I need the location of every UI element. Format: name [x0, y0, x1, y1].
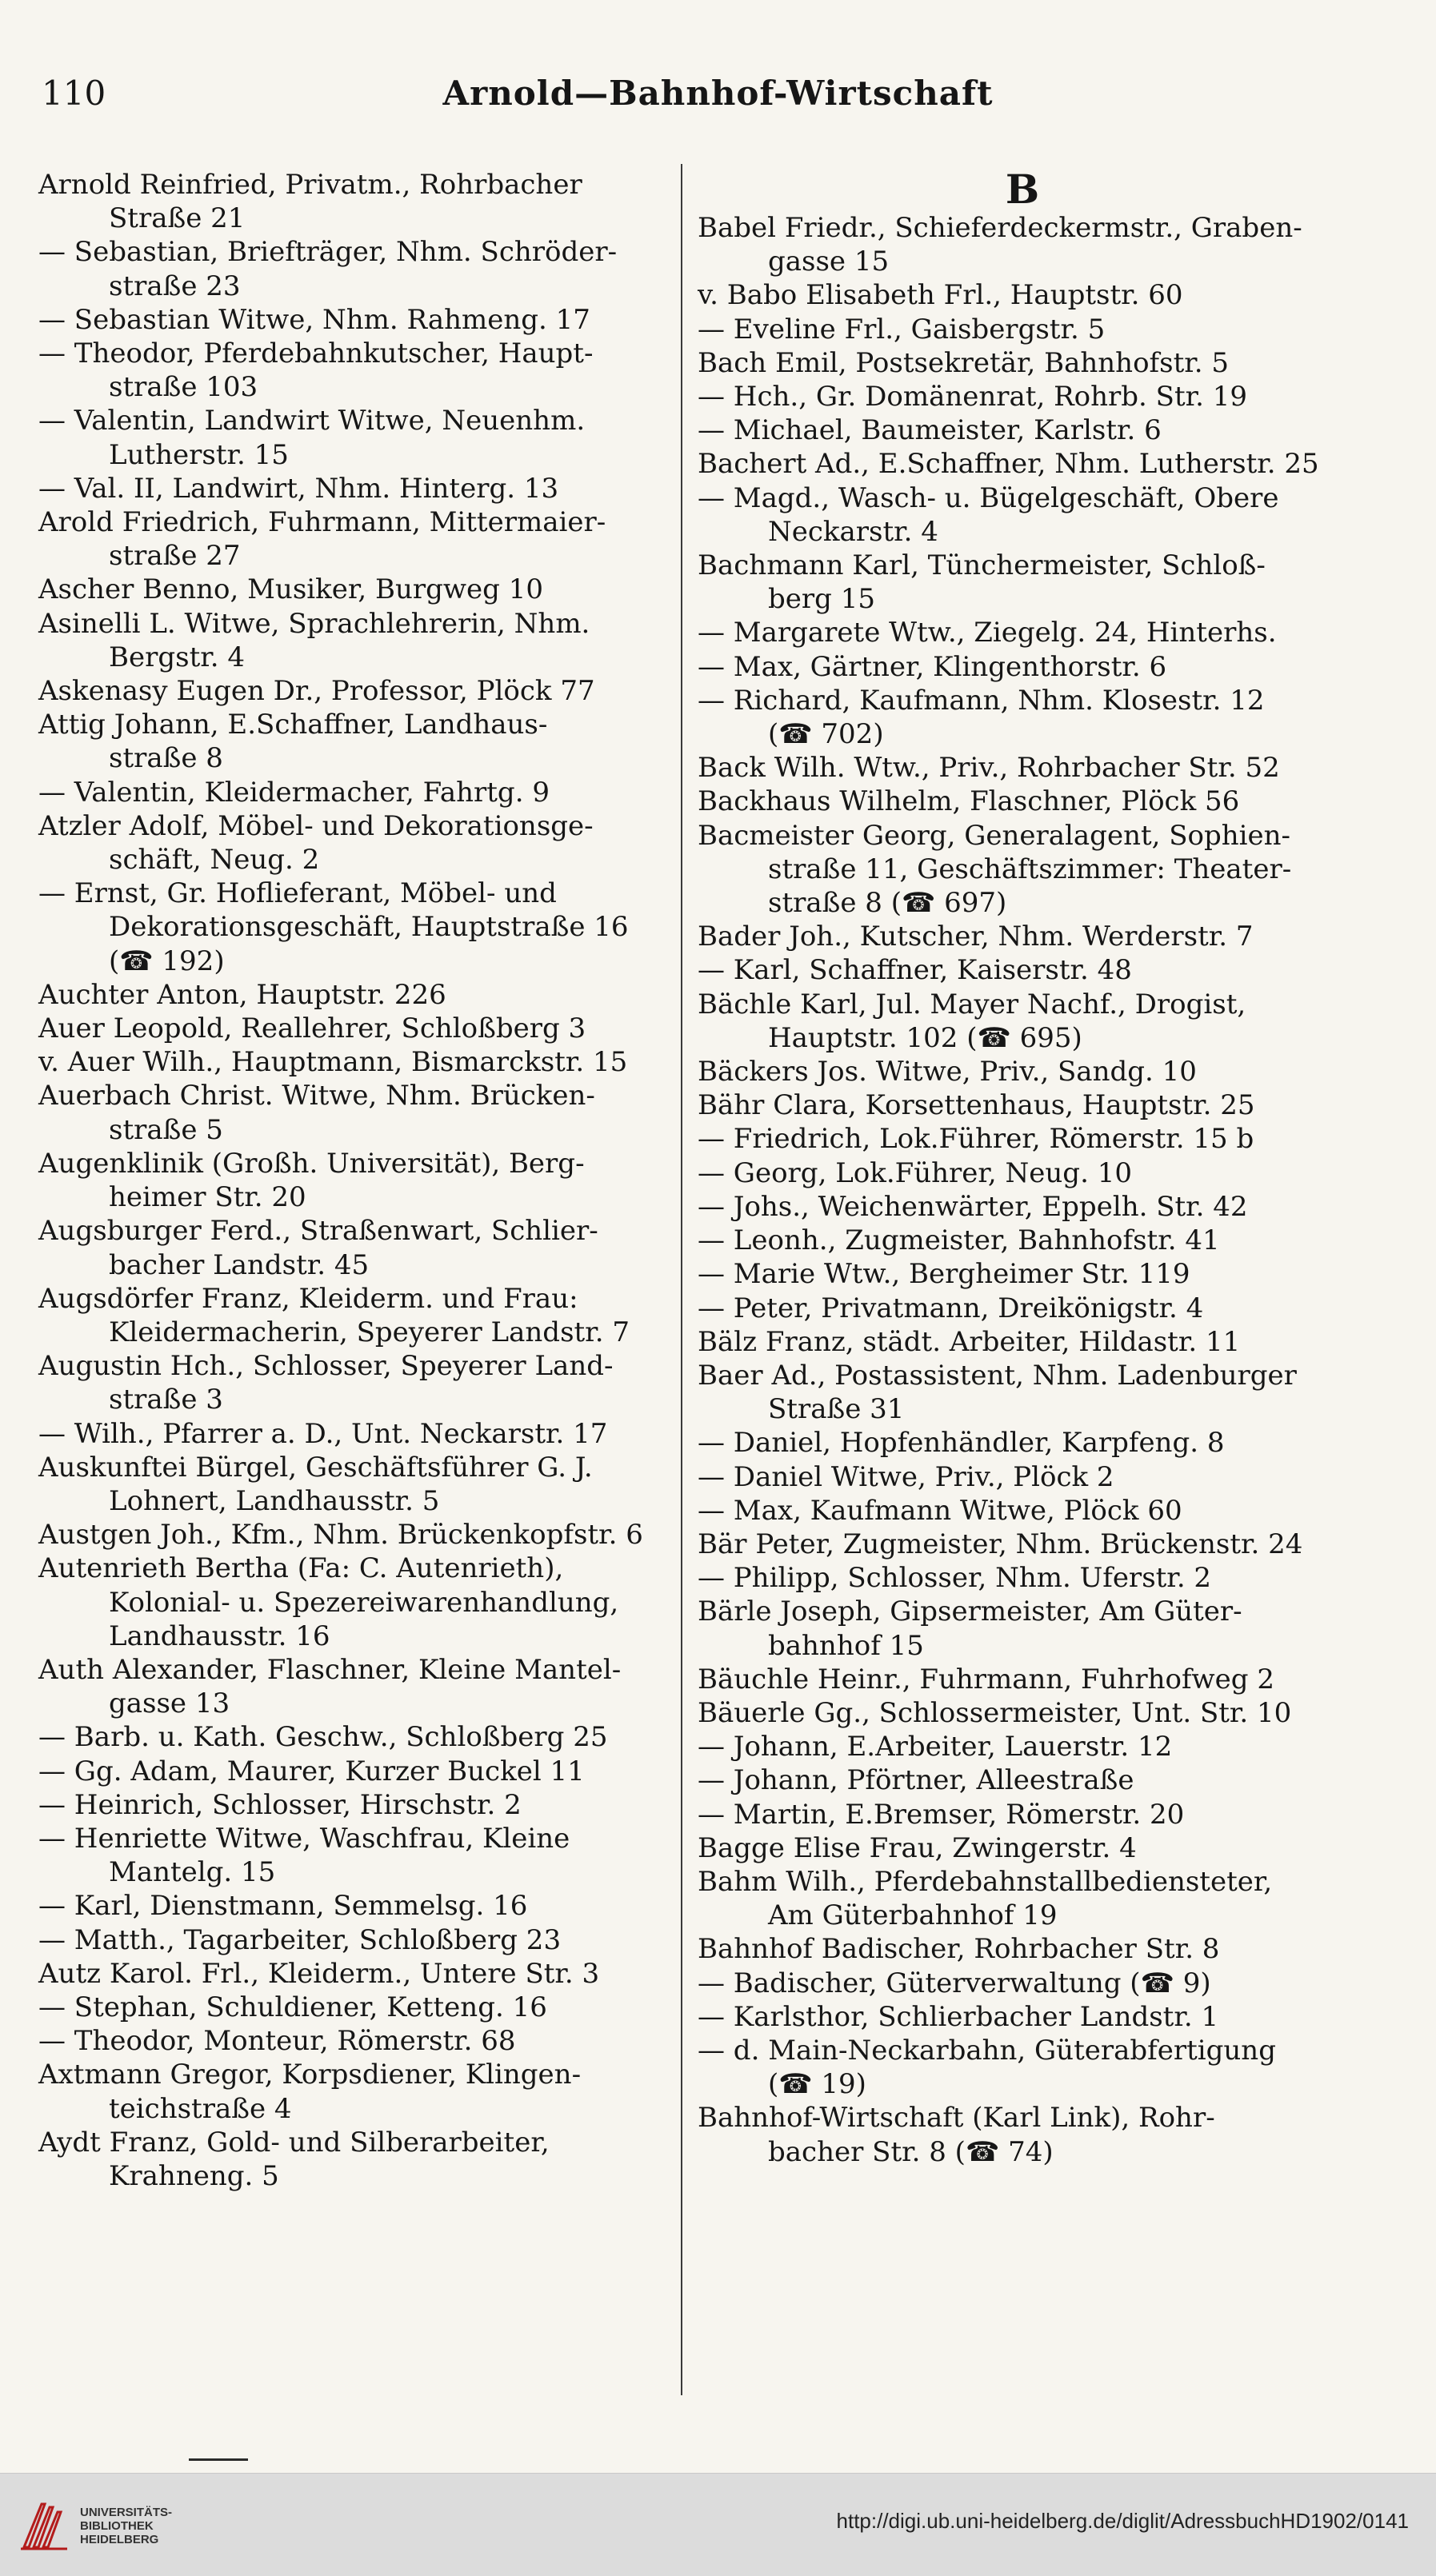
- entry-line: Autz Karol. Frl., Kleiderm., Untere Str. 3: [38, 1957, 600, 1990]
- directory-entry: [698, 1528, 1347, 1561]
- directory-entry: [38, 1755, 670, 1788]
- directory-entry: [698, 650, 1347, 684]
- entry-line: Bäuerle Gg., Schlossermeister, Unt. Str. 10: [698, 1696, 1292, 1729]
- entry-continuation: (☎ 702): [768, 718, 884, 751]
- entry-line: — Karlsthor, Schlierbacher Landstr. 1: [698, 2000, 1219, 2033]
- directory-entry: [698, 1763, 1347, 1797]
- entry-line: — Val. II, Landwirt, Nhm. Hinterg. 13: [38, 472, 559, 505]
- entry-line: — Daniel, Hopfenhändler, Karpfeng. 8: [698, 1427, 1225, 1460]
- directory-entry: [698, 1088, 1347, 1122]
- entry-continuation: straße 23: [109, 270, 241, 302]
- entry-continuation: (☎ 192): [109, 945, 225, 977]
- entry-line: Attig Johann, E.Schaffner, Landhaus-: [38, 709, 548, 741]
- entry-line: — Magd., Wasch- u. Bügelgeschäft, Obere: [698, 481, 1279, 514]
- entry-line: Bach Emil, Postsekretär, Bahnhofstr. 5: [698, 346, 1229, 379]
- page-number: 110: [42, 74, 106, 113]
- entry-line: Auskunftei Bürgel, Geschäftsführer G. J.: [38, 1451, 593, 1484]
- entry-continuation: Mantelg. 15: [109, 1856, 276, 1889]
- entry-line: — Margarete Wtw., Ziegelg. 24, Hinterhs.: [698, 617, 1277, 649]
- entry-line: — Philipp, Schlosser, Nhm. Uferstr. 2: [698, 1562, 1212, 1595]
- entry-continuation: berg 15: [768, 583, 875, 616]
- entry-line: — Johann, E.Arbeiter, Lauerstr. 12: [698, 1731, 1173, 1763]
- directory-entry: [38, 168, 670, 235]
- entry-line: Bäckers Jos. Witwe, Priv., Sandg. 10: [698, 1056, 1197, 1088]
- entry-continuation: straße 8 (☎ 697): [768, 887, 1007, 920]
- directory-entry: [698, 1831, 1347, 1865]
- entry-line: Bacmeister Georg, Generalagent, Sophien-: [698, 819, 1291, 852]
- entry-continuation: straße 8: [109, 742, 223, 775]
- directory-entry: [38, 809, 670, 877]
- entry-line: v. Auer Wilh., Hauptmann, Bismarckstr. 15: [38, 1046, 628, 1079]
- entry-continuation: Am Güterbahnhof 19: [768, 1899, 1058, 1932]
- directory-entry: [38, 337, 670, 404]
- directory-entry: [698, 1122, 1347, 1156]
- entry-line: — Georg, Lok.Führer, Neug. 10: [698, 1156, 1132, 1189]
- left-column: [38, 168, 670, 2193]
- entry-line: — Theodor, Monteur, Römerstr. 68: [38, 2025, 516, 2058]
- directory-entry: [38, 235, 670, 302]
- entry-line: — Matth., Tagarbeiter, Schloßberg 23: [38, 1923, 562, 1956]
- entry-line: — Valentin, Kleidermacher, Fahrtg. 9: [38, 776, 550, 809]
- entry-continuation: Landhausstr. 16: [109, 1619, 330, 1652]
- entry-continuation: Krahneng. 5: [109, 2159, 279, 2192]
- directory-entry: [38, 1451, 670, 1518]
- entry-line: Bagge Elise Frau, Zwingerstr. 4: [698, 1831, 1137, 1864]
- entry-continuation: gasse 13: [109, 1687, 230, 1720]
- entry-line: — Stephan, Schuldiener, Ketteng. 16: [38, 1991, 547, 2023]
- directory-entry: [38, 2024, 670, 2058]
- directory-entry: [698, 481, 1347, 549]
- entry-continuation: Bergstr. 4: [109, 641, 245, 673]
- directory-entry: [38, 1079, 670, 1146]
- directory-entry: [698, 2000, 1347, 2034]
- directory-entry: [698, 1359, 1347, 1426]
- entry-line: Atzler Adolf, Möbel- und Dekorationsge-: [38, 809, 594, 842]
- entry-line: Babel Friedr., Schieferdeckermstr., Graben-: [698, 212, 1302, 244]
- entry-continuation: (☎ 19): [768, 2068, 866, 2101]
- directory-entry: [698, 1494, 1347, 1528]
- directory-entry: [38, 1518, 670, 1552]
- entry-continuation: bacher Landstr. 45: [109, 1248, 370, 1281]
- page-header: Arnold—Bahnhof-Wirtschaft: [442, 74, 994, 113]
- entry-line: — Hch., Gr. Domänenrat, Rohrb. Str. 19: [698, 381, 1248, 413]
- entry-line: Arold Friedrich, Fuhrmann, Mittermaier-: [38, 506, 606, 539]
- directory-entry: [38, 1045, 670, 1079]
- directory-entry: [698, 380, 1347, 413]
- directory-entry: [698, 278, 1347, 312]
- directory-entry: [38, 303, 670, 337]
- entry-continuation: schäft, Neug. 2: [109, 844, 320, 877]
- entry-line: Bader Joh., Kutscher, Nhm. Werderstr. 7: [698, 921, 1254, 953]
- directory-entry: [698, 211, 1347, 278]
- directory-entry: [698, 1190, 1347, 1224]
- entry-line: — Marie Wtw., Bergheimer Str. 119: [698, 1258, 1190, 1291]
- entry-continuation: Lohnert, Landhausstr. 5: [109, 1484, 440, 1517]
- directory-entry: [698, 1224, 1347, 1257]
- entry-continuation: Kolonial- u. Spezereiwarenhandlung,: [109, 1586, 619, 1619]
- entry-line: v. Babo Elisabeth Frl., Hauptstr. 60: [698, 279, 1183, 312]
- directory-entry: [698, 819, 1347, 921]
- directory-entry: [698, 549, 1347, 616]
- directory-entry: [38, 404, 670, 471]
- entry-line: — Johs., Weichenwärter, Eppelh. Str. 42: [698, 1190, 1248, 1223]
- entry-line: Autenrieth Bertha (Fa: C. Autenrieth),: [38, 1552, 564, 1585]
- entry-line: Axtmann Gregor, Korpsdiener, Klingen-: [38, 2059, 582, 2091]
- directory-entry: [38, 1889, 670, 1923]
- directory-entry: [38, 1991, 670, 2024]
- entry-continuation: straße 103: [109, 371, 258, 404]
- right-column: [698, 168, 1347, 2169]
- directory-entry: [698, 346, 1347, 380]
- entry-continuation: gasse 15: [768, 246, 890, 278]
- entry-line: — Johann, Pförtner, Alleestraße: [698, 1764, 1134, 1797]
- entry-line: — Leonh., Zugmeister, Bahnhofstr. 41: [698, 1224, 1220, 1257]
- entry-continuation: straße 3: [109, 1384, 223, 1416]
- directory-entry: [38, 607, 670, 674]
- entry-line: — Michael, Baumeister, Karlstr. 6: [698, 414, 1162, 447]
- directory-entry: [38, 1822, 670, 1889]
- entry-line: — Friedrich, Lok.Führer, Römerstr. 15 b: [698, 1123, 1254, 1156]
- directory-entry: [698, 1156, 1347, 1190]
- library-logo-icon: [18, 2496, 74, 2554]
- entry-continuation: teichstraße 4: [109, 2092, 292, 2125]
- entry-line: — Wilh., Pfarrer a. D., Unt. Neckarstr. 17: [38, 1417, 608, 1450]
- directory-entry: [698, 684, 1347, 751]
- entry-line: Bächle Karl, Jul. Mayer Nachf., Drogist,: [698, 988, 1246, 1020]
- entry-line: — Martin, E.Bremser, Römerstr. 20: [698, 1798, 1185, 1831]
- directory-entry: [38, 1012, 670, 1045]
- entry-line: — Badischer, Güterverwaltung (☎ 9): [698, 1967, 1211, 1999]
- directory-entry: [698, 785, 1347, 818]
- ink-smudge: [189, 2458, 248, 2461]
- directory-entry: [38, 505, 670, 573]
- entry-line: — Karl, Dienstmann, Semmelsg. 16: [38, 1890, 528, 1923]
- directory-entry: [698, 447, 1347, 481]
- entry-continuation: straße 27: [109, 540, 241, 573]
- directory-entry: [38, 1923, 670, 1957]
- entry-continuation: straße 11, Geschäftszimmer: Theater-: [768, 853, 1292, 885]
- directory-entry: [698, 2034, 1347, 2101]
- entry-line: Auth Alexander, Flaschner, Kleine Mantel-: [38, 1653, 622, 1686]
- entry-line: — Karl, Schaffner, Kaiserstr. 48: [698, 954, 1132, 987]
- entry-continuation: straße 5: [109, 1113, 223, 1146]
- entry-continuation: Hauptstr. 102 (☎ 695): [768, 1021, 1082, 1054]
- entry-line: — Valentin, Landwirt Witwe, Neuenhm.: [38, 405, 586, 437]
- directory-entry: [38, 1788, 670, 1822]
- directory-entry: [38, 2126, 670, 2193]
- column-divider: [681, 164, 682, 2395]
- entry-line: Bahnhof-Wirtschaft (Karl Link), Rohr-: [698, 2102, 1215, 2135]
- entry-line: — Sebastian Witwe, Nhm. Rahmeng. 17: [38, 303, 590, 336]
- entry-line: — Ernst, Gr. Hoflieferant, Möbel- und: [38, 877, 557, 910]
- directory-entry: [38, 1147, 670, 1214]
- entry-continuation: Kleidermacherin, Speyerer Landstr. 7: [109, 1316, 630, 1348]
- entry-line: Bachmann Karl, Tünchermeister, Schloß-: [698, 549, 1266, 582]
- entry-continuation: bahnhof 15: [768, 1629, 924, 1662]
- entry-line: Auchter Anton, Hauptstr. 226: [38, 978, 446, 1011]
- entry-line: Baer Ad., Postassistent, Nhm. Ladenburger: [698, 1359, 1297, 1392]
- directory-entry: [698, 1325, 1347, 1359]
- directory-entry: [38, 2058, 670, 2125]
- directory-entry: [698, 1663, 1347, 1696]
- entry-line: — Barb. u. Kath. Geschw., Schloßberg 25: [38, 1721, 608, 1754]
- entry-continuation: Neckarstr. 4: [768, 515, 938, 548]
- entry-line: Asinelli L. Witwe, Sprachlehrerin, Nhm.: [38, 607, 590, 640]
- source-url-link[interactable]: http://digi.ub.uni-heidelberg.de/diglit/AdressbuchHD1902/0141: [836, 2509, 1409, 2533]
- directory-entry: [698, 1595, 1347, 1662]
- directory-entry: [38, 978, 670, 1012]
- directory-entry: [698, 920, 1347, 953]
- directory-entry: [698, 1460, 1347, 1494]
- entry-line: — Max, Gärtner, Klingenthorstr. 6: [698, 650, 1167, 683]
- entry-continuation: bacher Str. 8 (☎ 74): [768, 2135, 1054, 2168]
- directory-entry: [38, 674, 670, 708]
- entry-line: Bachert Ad., E.Schaffner, Nhm. Lutherstr. 25: [698, 448, 1319, 481]
- entry-line: — d. Main-Neckarbahn, Güterabfertigung: [698, 2034, 1276, 2067]
- directory-entry: [698, 313, 1347, 346]
- directory-entry: [38, 877, 670, 978]
- directory-entry: [698, 1696, 1347, 1730]
- entry-continuation: Straße 21: [109, 202, 246, 235]
- entry-line: — Sebastian, Briefträger, Nhm. Schröder-: [38, 236, 618, 269]
- entry-line: Augsburger Ferd., Straßenwart, Schlier-: [38, 1215, 598, 1248]
- entry-continuation: Dekorationsgeschäft, Hauptstraße 16: [109, 911, 629, 944]
- entry-line: — Theodor, Pferdebahnkutscher, Haupt-: [38, 337, 594, 370]
- entry-line: Augustin Hch., Schlosser, Speyerer Land-: [38, 1350, 614, 1383]
- entry-line: Bähr Clara, Korsettenhaus, Hauptstr. 25: [698, 1089, 1255, 1122]
- directory-entry: [698, 1730, 1347, 1763]
- entry-line: Auerbach Christ. Witwe, Nhm. Brücken-: [38, 1080, 595, 1112]
- entry-line: Bär Peter, Zugmeister, Nhm. Brückenstr. 24: [698, 1528, 1303, 1560]
- entry-line: — Henriette Witwe, Waschfrau, Kleine: [38, 1822, 570, 1855]
- directory-entry: [698, 616, 1347, 649]
- entry-line: — Gg. Adam, Maurer, Kurzer Buckel 11: [38, 1755, 585, 1787]
- entry-line: Bäuchle Heinr., Fuhrmann, Fuhrhofweg 2: [698, 1663, 1274, 1695]
- directory-entry: [698, 1967, 1347, 2000]
- directory-entry: [698, 2101, 1347, 2168]
- directory-entry: [698, 413, 1347, 447]
- directory-entry: [698, 1257, 1347, 1291]
- directory-entry: [38, 1282, 670, 1349]
- entry-line: — Eveline Frl., Gaisbergstr. 5: [698, 313, 1106, 345]
- entry-line: Back Wilh. Wtw., Priv., Rohrbacher Str. 52: [698, 752, 1280, 785]
- entry-line: Augsdörfer Franz, Kleiderm. und Frau:: [38, 1282, 578, 1315]
- directory-entry: [698, 1865, 1347, 1932]
- entry-line: Bahnhof Badischer, Rohrbacher Str. 8: [698, 1933, 1220, 1966]
- directory-entry: [38, 1552, 670, 1653]
- entry-continuation: Straße 31: [768, 1393, 905, 1426]
- directory-entry: [698, 751, 1347, 785]
- directory-entry: [38, 1349, 670, 1416]
- entry-line: Bahm Wilh., Pferdebahnstallbediensteter,: [698, 1865, 1273, 1898]
- directory-entry: [38, 472, 670, 505]
- entry-line: Arnold Reinfried, Privatm., Rohrbacher: [38, 169, 582, 201]
- directory-entry: [698, 1798, 1347, 1831]
- section-letter: B: [1005, 166, 1040, 213]
- entry-line: — Heinrich, Schlosser, Hirschstr. 2: [38, 1788, 522, 1821]
- directory-entry: [698, 1561, 1347, 1595]
- entry-line: Austgen Joh., Kfm., Nhm. Brückenkopfstr. 6: [38, 1519, 643, 1552]
- directory-entry: [38, 573, 670, 606]
- directory-entry: [698, 953, 1347, 987]
- directory-entry: [38, 1957, 670, 1991]
- directory-entry: [698, 1055, 1347, 1088]
- entry-line: Augenklinik (Großh. Universität), Berg-: [38, 1147, 585, 1180]
- directory-entry: [38, 1417, 670, 1451]
- entry-line: Askenasy Eugen Dr., Professor, Plöck 77: [38, 675, 595, 708]
- entry-line: Bälz Franz, städt. Arbeiter, Hildastr. 11: [698, 1325, 1241, 1358]
- directory-entry: [698, 1426, 1347, 1460]
- entry-continuation: Lutherstr. 15: [109, 438, 289, 471]
- entry-line: Bärle Joseph, Gipsermeister, Am Güter-: [698, 1596, 1242, 1628]
- directory-entry: [38, 1214, 670, 1281]
- directory-entry: [38, 1653, 670, 1720]
- footer-bar: [0, 2473, 1436, 2576]
- entry-line: Backhaus Wilhelm, Flaschner, Plöck 56: [698, 785, 1240, 818]
- entry-line: — Richard, Kaufmann, Nhm. Klosestr. 12: [698, 684, 1265, 717]
- entry-continuation: heimer Str. 20: [109, 1181, 306, 1214]
- directory-entry: [38, 776, 670, 809]
- directory-entry: [698, 988, 1347, 1055]
- directory-entry: [698, 1932, 1347, 1966]
- entry-line: — Max, Kaufmann Witwe, Plöck 60: [698, 1494, 1182, 1527]
- entry-line: Ascher Benno, Musiker, Burgweg 10: [38, 573, 543, 606]
- entry-line: — Daniel Witwe, Priv., Plöck 2: [698, 1460, 1114, 1493]
- entry-line: — Peter, Privatmann, Dreikönigstr. 4: [698, 1292, 1204, 1324]
- library-name: UNIVERSITÄTS- BIBLIOTHEK HEIDELBERG: [80, 2506, 173, 2546]
- directory-entry: [38, 708, 670, 775]
- directory-entry: [38, 1720, 670, 1754]
- entry-line: Auer Leopold, Reallehrer, Schloßberg 3: [38, 1012, 586, 1045]
- entry-line: Aydt Franz, Gold- und Silberarbeiter,: [38, 2126, 550, 2159]
- directory-entry: [698, 1292, 1347, 1325]
